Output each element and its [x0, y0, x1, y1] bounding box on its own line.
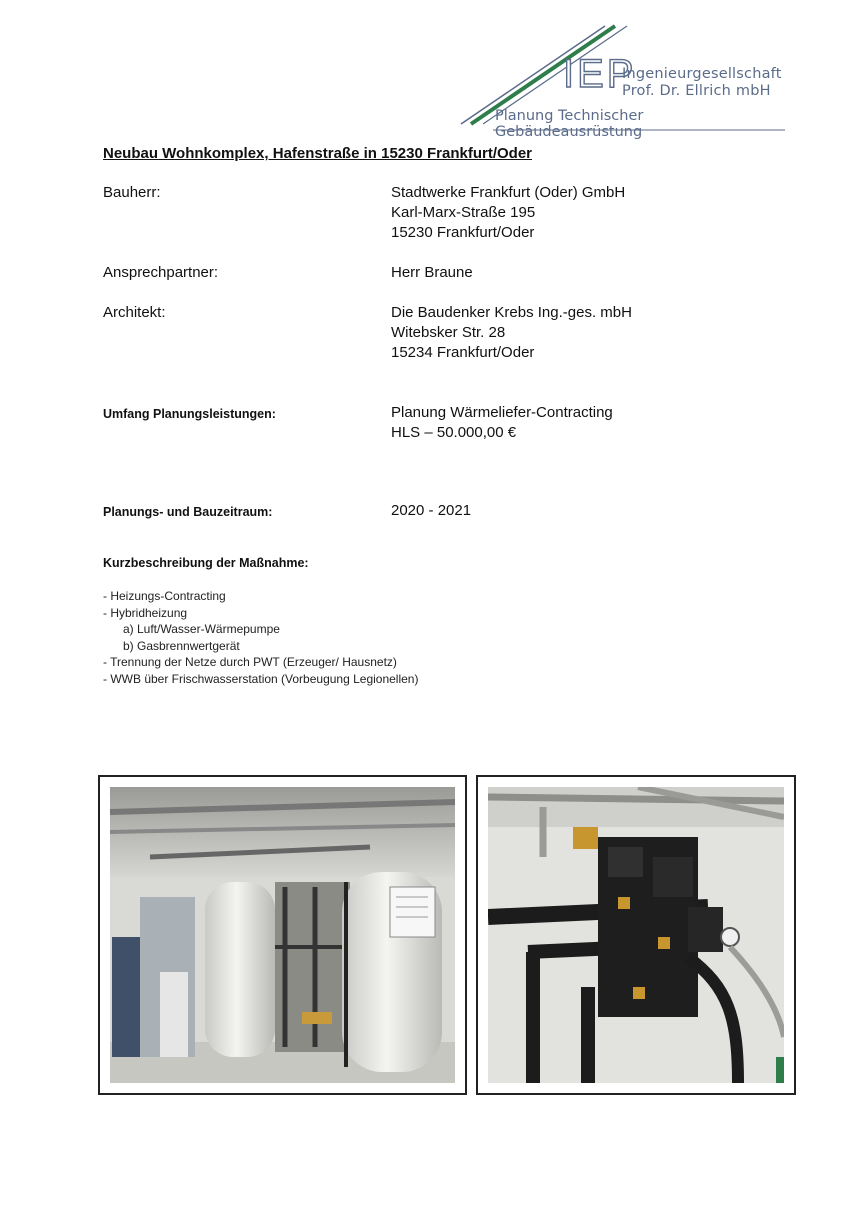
hydraulic-station-photo [488, 787, 784, 1083]
zeitraum-value: 2020 - 2021 [391, 502, 472, 519]
umfang-value [391, 403, 613, 443]
description-item: - Trennung der Netze durch PWT (Erzeuger/ Hausnetz) [103, 655, 397, 669]
logo-company-line1: Ingenieurgesellschaft [622, 66, 782, 82]
architekt-line: Die Baudenker Krebs Ing.-ges. mbH [391, 304, 632, 321]
bauherr-value [391, 183, 625, 243]
description-subitem: b) Gasbrennwertgerät [123, 638, 240, 653]
bauherr-label: Bauherr: [103, 184, 161, 201]
architekt-line: 15234 Frankfurt/Oder [391, 344, 535, 361]
architekt-value [391, 303, 632, 363]
description-item: - Heizungs-Contracting [103, 589, 226, 603]
umfang-line: Planung Wärmeliefer-Contracting [391, 404, 613, 421]
photo-frame-hydraulic-station [476, 775, 796, 1095]
description-item: - WWB über Frischwasserstation (Vorbeugung Legionellen) [103, 671, 419, 686]
company-logo [455, 22, 795, 140]
architekt-line: Witebsker Str. 28 [391, 324, 506, 341]
photo-frame-boiler-room [98, 775, 467, 1095]
description-subitem: a) Luft/Wasser-Wärmepumpe [123, 622, 280, 636]
bauherr-line: Karl-Marx-Straße 195 [391, 204, 536, 221]
description-list [103, 588, 418, 687]
description-item: - Hybridheizung [103, 605, 188, 620]
bauherr-line: 15230 Frankfurt/Oder [391, 224, 535, 241]
architekt-label: Architekt: [103, 304, 166, 321]
logo-iep-letters: IEP [563, 52, 637, 96]
bauherr-line: Stadtwerke Frankfurt (Oder) GmbH [391, 184, 626, 201]
project-title: Neubau Wohnkomplex, Hafenstraße in 15230 Frankfurt/Oder [103, 145, 532, 162]
ansprechpartner-value: Herr Braune [391, 264, 473, 281]
zeitraum-label: Planungs- und Bauzeitraum: [103, 505, 273, 519]
umfang-line: HLS – 50.000,00 € [391, 424, 517, 441]
boiler-room-photo [110, 787, 455, 1083]
logo-company-line2: Prof. Dr. Ellrich mbH [622, 83, 771, 99]
umfang-label: Umfang Planungsleistungen: [103, 407, 276, 421]
description-heading: Kurzbeschreibung der Maßnahme: [103, 556, 309, 570]
logo-tagline: Planung Technischer Gebäudeausrüstung [495, 108, 644, 140]
ansprechpartner-label: Ansprechpartner: [103, 264, 219, 281]
